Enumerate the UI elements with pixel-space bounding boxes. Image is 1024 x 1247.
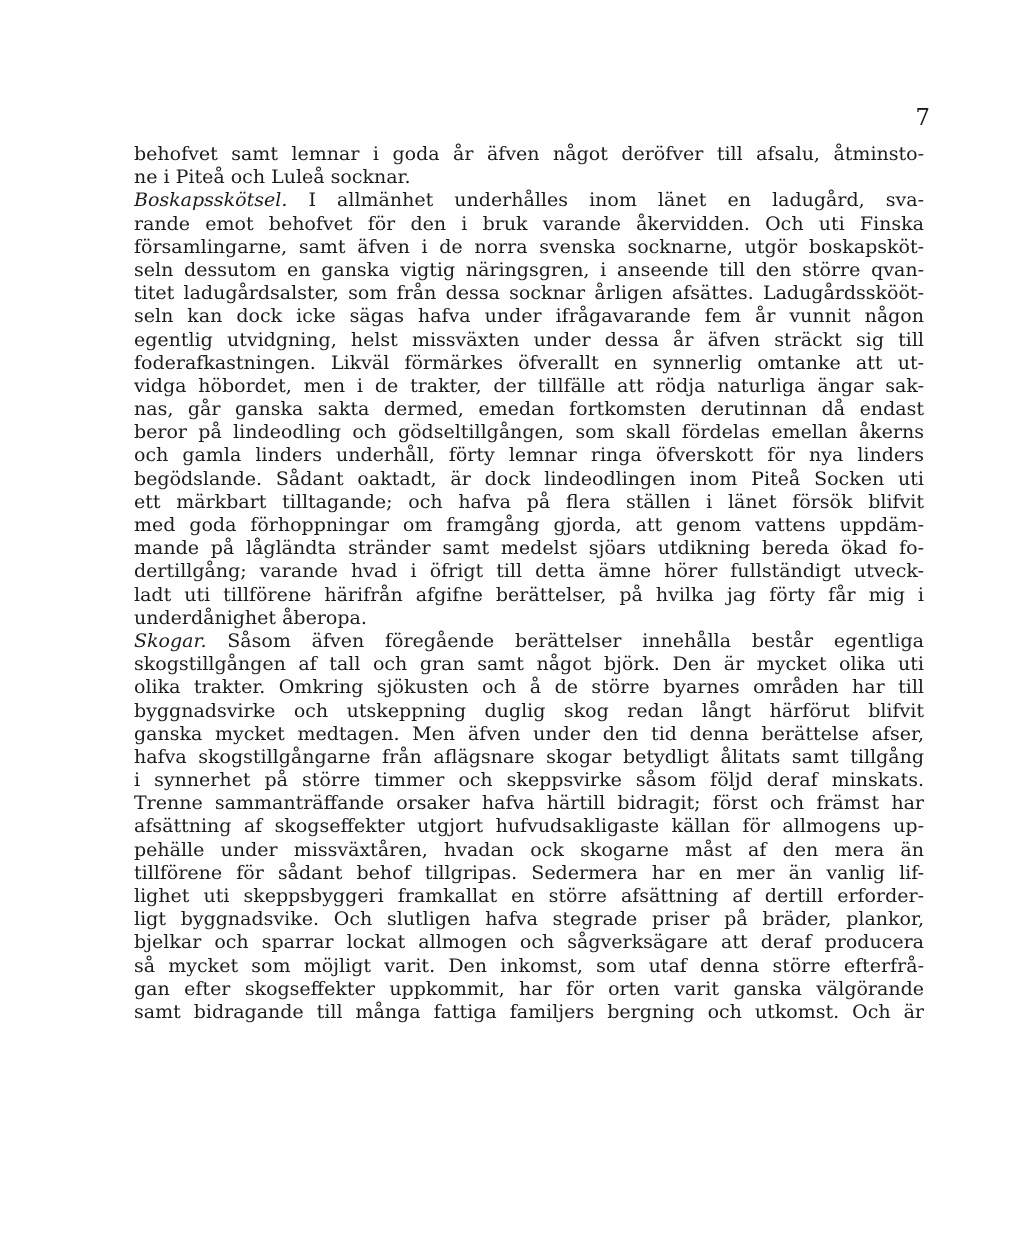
text-line: foderafkastningen. Likväl förmärkes öfverallt en synnerlig omtanke att ut- xyxy=(134,351,924,374)
text-line: i synnerhet på större timmer och skeppsvirke såsom följd deraf minskats. xyxy=(134,769,924,792)
text-line: ganska mycket medtagen. Men äfven under den tid denna berättelse afser, xyxy=(134,722,924,745)
text-line: begödslande. Sådant oaktadt, är dock lindeodlingen inom Piteå Socken uti xyxy=(134,467,924,490)
text-line: tillförene för sådant behof tillgripas. Sedermera har en mer än vanlig lif- xyxy=(134,861,924,884)
section-heading-skogar: Skogar. xyxy=(134,629,207,652)
section-heading-boskapsskotsel: Boskapsskötsel. xyxy=(134,189,288,212)
text-line: gan efter skogseffekter uppkommit, har för orten varit ganska välgörande xyxy=(134,977,924,1000)
text-line: pehälle under missväxtåren, hvadan ock skogarne måst af den mera än xyxy=(134,838,924,861)
text-line: bjelkar och sparrar lockat allmogen och sågverksägare att deraf producera xyxy=(134,931,924,954)
text-line xyxy=(134,630,924,653)
text-line-rest: I allmänhet underhålles inom länet en ladugård, sva- xyxy=(287,189,924,212)
text-line: med goda förhoppningar om framgång gjorda, att genom vattens uppdäm- xyxy=(134,514,924,536)
text-line: ett märkbart tilltagande; och hafva på flera ställen i länet försök blifvit xyxy=(134,490,924,513)
text-line: lighet uti skeppsbyggeri framkallat en större afsättning af dertill erforder- xyxy=(134,885,924,907)
text-line: mande på lågländta stränder samt medelst sjöars utdikning bereda ökad fo- xyxy=(134,537,924,560)
text-line: rande emot behofvet för den i bruk varande åkervidden. Och uti Finska xyxy=(134,212,924,235)
text-line: seln kan dock icke sägas hafva under ifrågavarande fem år vunnit någon xyxy=(134,305,924,328)
text-line: byggnadsvirke och utskeppning duglig skog redan långt härförut blifvit xyxy=(134,699,924,722)
text-line: församlingarne, samt äfven i de norra svenska socknarne, utgör boskapsköt- xyxy=(134,235,924,258)
text-line: ladt uti tillförene härifrån afgifne berättelser, på hvilka jag förty får mig i xyxy=(134,583,924,606)
text-line-rest: Såsom äfven föregående berättelser innehålla består egentliga xyxy=(206,629,924,652)
text-line xyxy=(134,189,924,212)
text-line: ne i Piteå och Luleå socknar. xyxy=(134,166,411,189)
text-line: behofvet samt lemnar i goda år äfven något deröfver till afsalu, åtminsto- xyxy=(134,143,924,165)
text-line: Trenne sammanträffande orsaker hafva härtill bidragit; först och främst har xyxy=(134,792,924,815)
text-line: vidga höbordet, men i de trakter, der tillfälle att rödja naturliga ängar sak- xyxy=(134,374,924,397)
text-line: nas, går ganska sakta dermed, emedan fortkomsten derutinnan då endast xyxy=(134,398,924,421)
text-line: dertillgång; varande hvad i öfrigt till detta ämne hörer fullständigt utveck- xyxy=(134,560,924,583)
text-line: egentlig utvidgning, helst missväxten under dessa år äfven sträckt sig till xyxy=(134,328,924,351)
body-text xyxy=(134,143,924,1024)
text-line: skogstillgången af tall och gran samt något björk. Den är mycket olika uti xyxy=(134,653,924,676)
text-line: samt bidragande till många fattiga familjers bergning och utkomst. Och är xyxy=(134,1000,924,1023)
page-number: 7 xyxy=(915,105,930,131)
text-line: titet ladugårdsalster, som från dessa socknar årligen afsättes. Ladugårdsskööt- xyxy=(134,282,924,305)
text-line: underdånighet åberopa. xyxy=(134,606,367,629)
text-line: beror på lindeodling och gödseltillgången, som skall fördelas emellan åkerns xyxy=(134,421,924,444)
text-line: seln dessutom en ganska vigtig näringsgren, i anseende till den större qvan- xyxy=(134,258,924,281)
text-line: så mycket som möjligt varit. Den inkomst, som utaf denna större efterfrå- xyxy=(134,954,924,977)
text-line: olika trakter. Omkring sjökusten och å de större byarnes områden har till xyxy=(134,676,924,699)
text-line: ligt byggnadsvike. Och slutligen hafva stegrade priser på bräder, plankor, xyxy=(134,908,924,931)
text-line: afsättning af skogseffekter utgjort hufvudsakligaste källan för allmogens up- xyxy=(134,815,924,838)
text-line: hafva skogstillgångarne från aflägsnare skogar betydligt ålitats samt tillgång xyxy=(134,745,924,768)
text-line: och gamla linders underhåll, förty lemnar ringa öfverskott för nya linders xyxy=(134,444,924,467)
